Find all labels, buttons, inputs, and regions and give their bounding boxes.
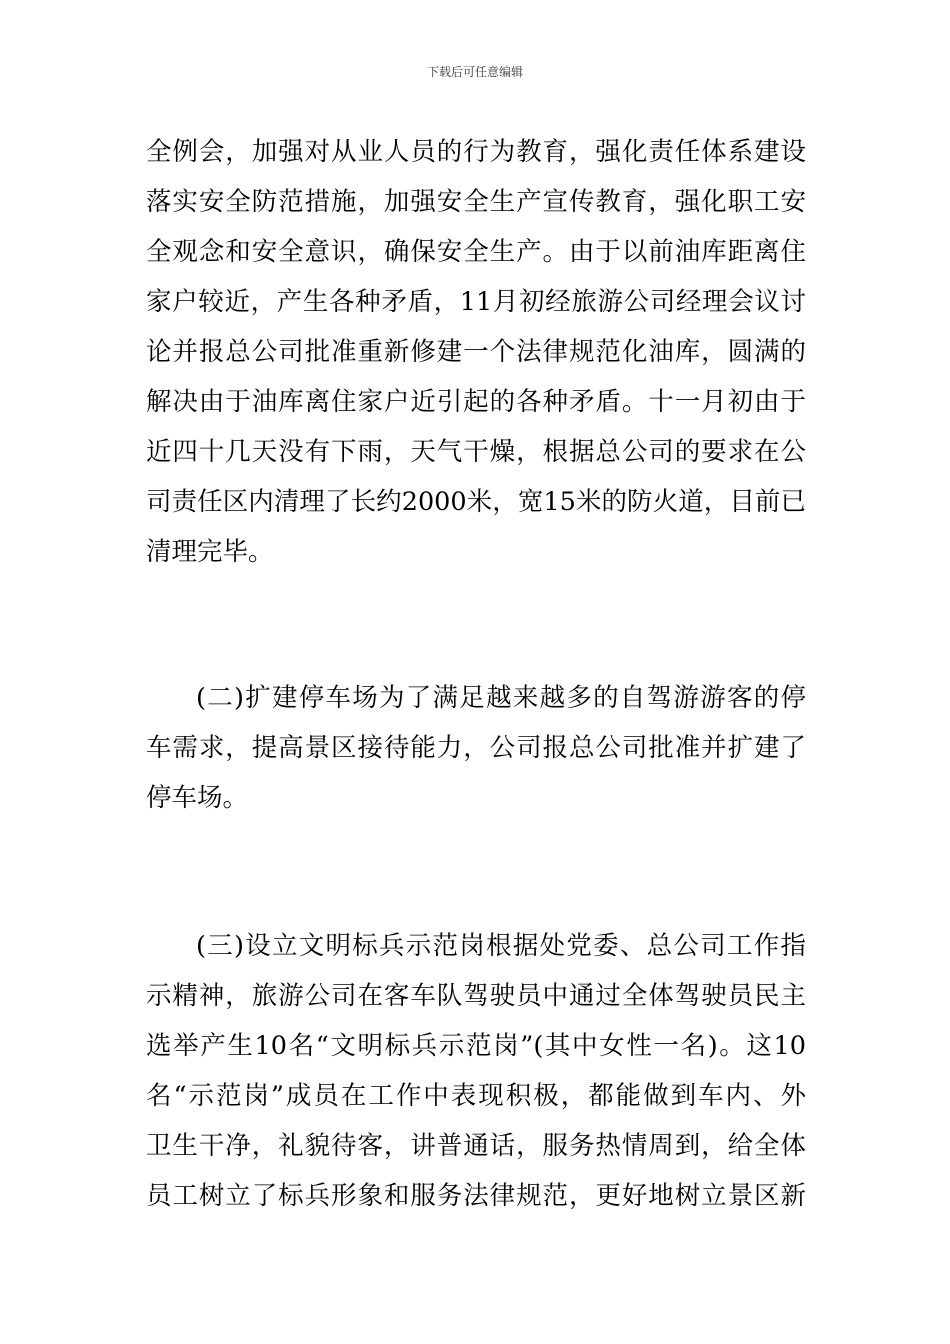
text-line: 全例会，加强对从业人员的行为教育，强化责任体系建设 <box>146 137 806 167</box>
text-line: (二)扩建停车场为了满足越来越多的自驾游游客的停 <box>196 683 806 713</box>
text-line: 员工树立了标兵形象和服务法律规范，更好地树立景区新 <box>146 1181 806 1211</box>
text-line: 近四十几天没有下雨，天气干燥，根据总公司的要求在公 <box>146 437 806 467</box>
text-line: (三)设立文明标兵示范岗根据处党委、总公司工作指 <box>196 931 806 961</box>
text-line: 司责任区内清理了长约2000米，宽15米的防火道，目前已 <box>146 487 806 517</box>
text-line: 全观念和安全意识，确保安全生产。由于以前油库距离住 <box>146 237 806 267</box>
text-line: 解决由于油库离住家户近引起的各种矛盾。十一月初由于 <box>146 387 806 417</box>
text-line: 清理完毕。 <box>146 537 274 567</box>
text-line: 停车场。 <box>146 783 249 813</box>
text-line: 论并报总公司批准重新修建一个法律规范化油库，圆满的 <box>146 337 806 367</box>
page-header: 下载后可任意编辑 <box>426 65 523 79</box>
text-line: 卫生干净，礼貌待客，讲普通话，服务热情周到，给全体 <box>146 1131 806 1161</box>
text-line: 选举产生10名“文明标兵示范岗”(其中女性一名)。这10 <box>146 1031 806 1061</box>
text-line: 家户较近，产生各种矛盾，11月初经旅游公司经理会议讨 <box>146 287 806 317</box>
text-line: 落实安全防范措施，加强安全生产宣传教育，强化职工安 <box>146 187 806 217</box>
text-line: 示精神，旅游公司在客车队驾驶员中通过全体驾驶员民主 <box>146 981 806 1011</box>
text-line: 车需求，提高景区接待能力，公司报总公司批准并扩建了 <box>146 733 806 763</box>
text-line: 名“示范岗”成员在工作中表现积极，都能做到车内、外 <box>146 1081 806 1111</box>
